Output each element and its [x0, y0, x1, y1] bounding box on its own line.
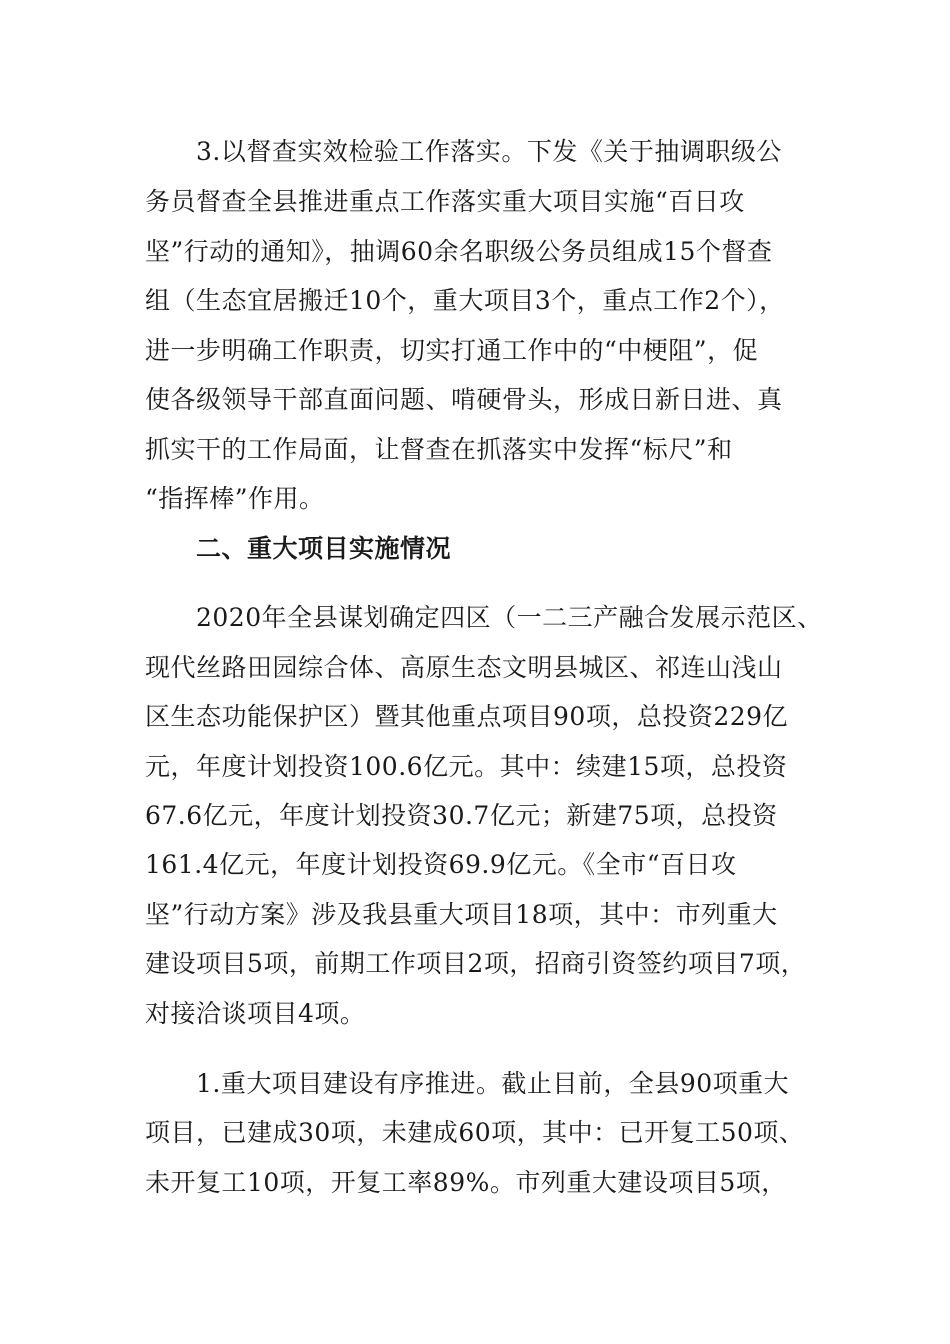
- paragraph-1-line-4: 组（生态宜居搬迁10个，重大项目3个，重点工作2个），: [145, 286, 785, 315]
- paragraph-2-line-4: 元，年度计划投资100.6亿元。其中：续建15项，总投资: [145, 752, 788, 781]
- paragraph-2-line-3: 区生态功能保护区）暨其他重点项目90项，总投资229亿: [145, 702, 789, 731]
- paragraph-2-line-7: 坚”行动方案》涉及我县重大项目18项，其中：市列重大: [145, 900, 778, 929]
- paragraph-3-line-3: 未开复工10项，开复工率89%。市列重大建设项目5项，: [145, 1168, 787, 1197]
- paragraph-1-line-6: 使各级领导干部直面问题、啃硬骨头，形成日新日进、真: [145, 385, 783, 414]
- paragraph-1-line-1: 3.以督查实效检验工作落实。下发《关于抽调职级公: [196, 137, 782, 166]
- paragraph-2-line-2: 现代丝路田园综合体、高原生态文明县城区、祁连山浅山: [145, 653, 783, 682]
- paragraph-3-line-2: 项目，已建成30项，未建成60项，其中：已开复工50项、: [145, 1118, 805, 1147]
- paragraph-1-line-8: “指挥棒”作用。: [145, 484, 325, 513]
- paragraph-1-line-7: 抓实干的工作局面，让督查在抓落实中发挥“标尺”和: [145, 435, 733, 464]
- paragraph-2-line-8: 建设项目5项，前期工作项目2项，招商引资签约项目7项，: [145, 949, 807, 978]
- paragraph-2-line-1: 2020年全县谋划确定四区（一二三产融合发展示范区、: [196, 603, 823, 632]
- paragraph-2-line-6: 161.4亿元，年度计划投资69.9亿元。《全市“百日攻: [145, 850, 737, 879]
- paragraph-2-line-5: 67.6亿元，年度计划投资30.7亿元；新建75项，总投资: [145, 801, 778, 830]
- paragraph-1-line-3: 坚”行动的通知》，抽调60余名职级公务员组成15个督查: [145, 237, 773, 266]
- paragraph-3-line-1: 1.重大项目建设有序推进。截止目前，全县90项重大: [196, 1069, 790, 1098]
- section-heading: 二、重大项目实施情况: [196, 534, 452, 563]
- paragraph-2-line-9: 对接洽谈项目4项。: [145, 999, 366, 1028]
- paragraph-1-line-2: 务员督查全县推进重点工作落实重大项目实施“百日攻: [145, 187, 745, 216]
- paragraph-1-line-5: 进一步明确工作职责，切实打通工作中的“中梗阻”，促: [145, 336, 759, 365]
